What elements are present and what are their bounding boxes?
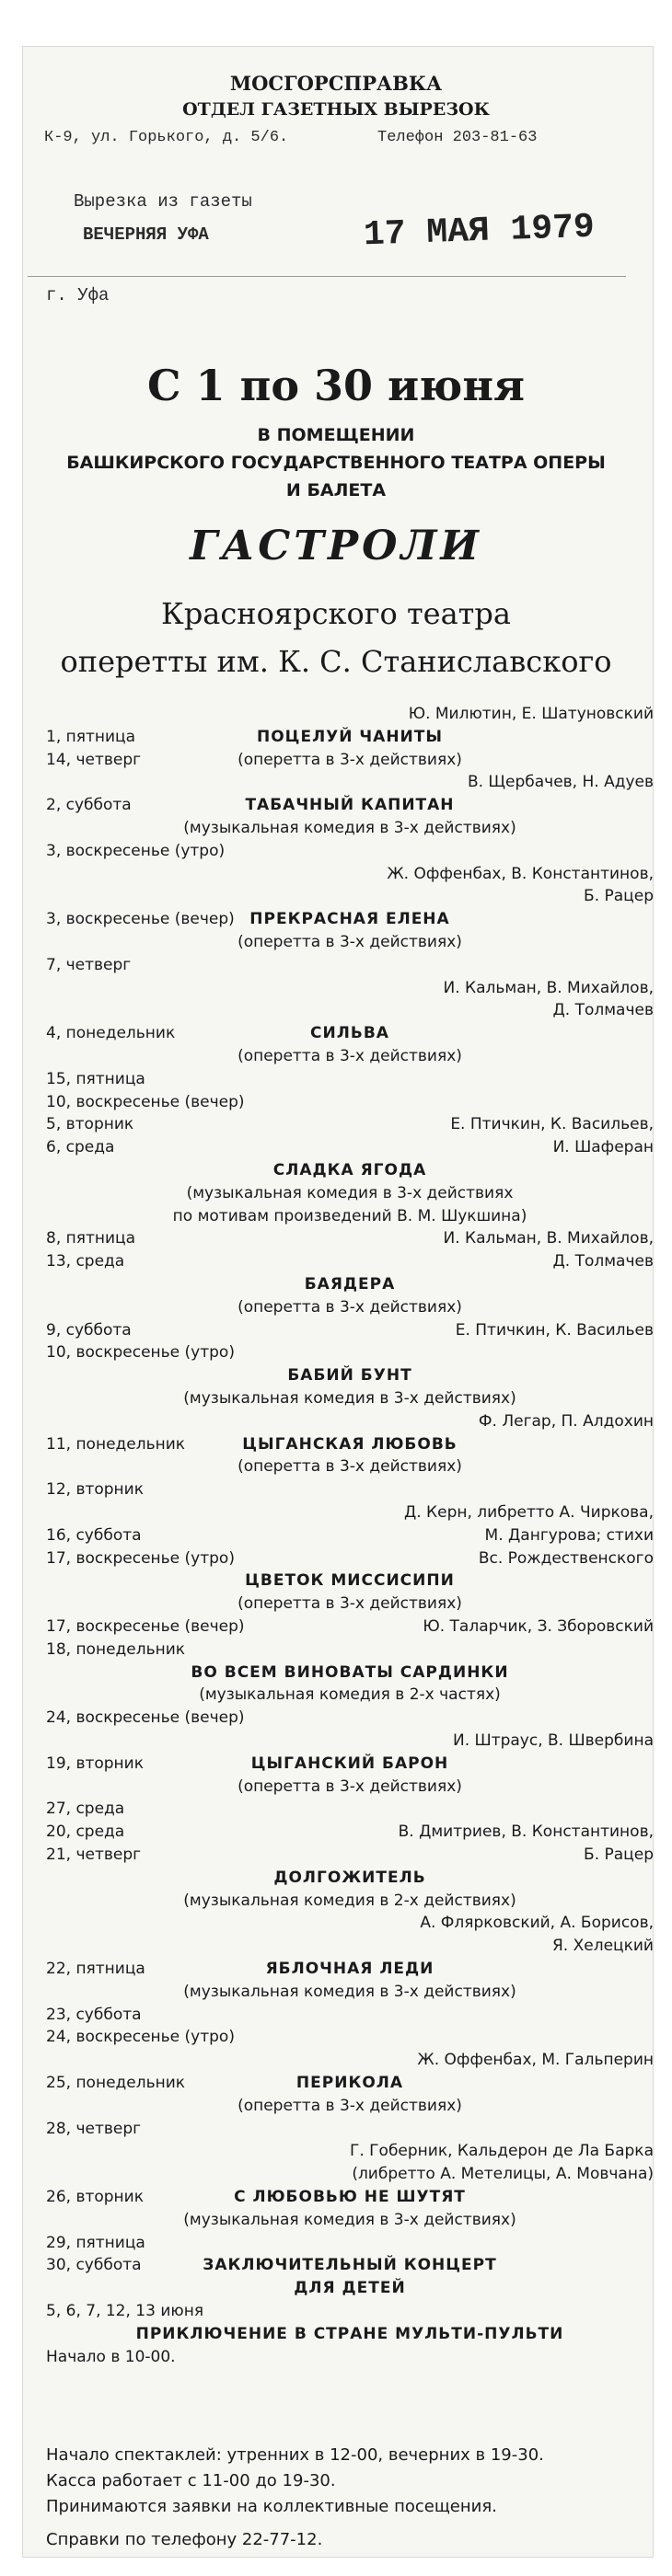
row-credits: Д. Керн, либретто А. Чиркова, [403,1503,654,1522]
schedule-row [46,2302,654,2324]
tour-heading: ГАСТРОЛИ [190,523,482,569]
schedule-row [46,842,654,864]
row-credits: Д. Толмачев [552,1001,654,1020]
row-date: 24, воскресенье (вечер) [46,1708,245,1728]
row-date: 6, среда [46,1138,115,1157]
schedule-row [46,1435,654,1457]
row-title: (оперетта в 3-х действиях) [238,2096,462,2115]
row-title: (оперетта в 3-х действиях) [238,1594,462,1614]
row-date: 27, среда [46,1800,125,1819]
schedule-row [46,2325,654,2347]
row-title: ДЛЯ ДЕТЕЙ [294,2279,406,2298]
row-date: 5, 6, 7, 12, 13 июня [46,2302,204,2320]
schedule-row [46,1298,654,1320]
row-title: (оперетта в 3-х действиях) [238,933,462,951]
row-date: 12, вторник [46,1480,144,1500]
footer-times: Начало спектаклей: утренних в 12-00, вечерних в 19-30. [46,2445,544,2465]
row-title: ЦЫГАНСКИЙ БАРОН [250,1754,449,1773]
schedule-row [46,1823,654,1845]
row-title: (музыкальная комедия в 2-х действиях) [183,1891,516,1910]
schedule-row [46,1663,654,1685]
schedule-row [46,1093,654,1115]
row-date: 1, пятница [46,727,136,746]
row-title: ПОЦЕЛУЙ ЧАНИТЫ [257,727,443,746]
row-title: (оперетта в 3-х действиях) [238,1047,462,1065]
schedule-row [46,2028,654,2050]
row-date: 16, суббота [46,1525,142,1545]
row-title: (оперетта в 3-х действиях) [238,1297,462,1317]
schedule-row [46,2211,654,2233]
schedule-row [46,1983,654,2005]
row-title: БАБИЙ БУНТ [287,1366,412,1386]
schedule-row [46,1777,654,1800]
row-date: 17, воскресенье (вечер) [46,1617,245,1636]
row-date: 2, суббота [46,796,132,815]
row-title: (музыкальная комедия в 3-х действиях [186,1183,514,1202]
schedule-row [46,1617,654,1639]
dates-heading: С 1 по 30 июня [147,361,525,410]
row-title: СИЛЬВА [310,1024,389,1043]
divider [28,276,626,277]
row-date: 30, суббота [46,2256,142,2275]
row-date: 10, воскресенье (утро) [46,1343,235,1363]
schedule-row [46,1343,654,1365]
schedule-row [46,1001,654,1023]
schedule-row [46,1549,654,1571]
schedule-row [46,2165,654,2187]
row-date: 5, вторник [46,1115,134,1134]
schedule-row [46,887,654,909]
schedule-row [46,1321,654,1343]
agency-phone: Телефон 203-81-63 [377,129,538,146]
schedule-row [46,1389,654,1411]
schedule-row [46,2256,654,2278]
schedule-row [46,1571,654,1593]
agency-department: ОТДЕЛ ГАЗЕТНЫХ ВЫРЕЗОК [182,99,490,120]
row-date: 15, пятница [46,1069,145,1088]
row-title: С ЛЮБОВЬЮ НЕ ШУТЯТ [234,2188,466,2206]
schedule-row [46,2279,654,2301]
row-date: 22, пятница [46,1960,145,1978]
footer-phone: Справки по телефону 22-77-12. [46,2530,323,2549]
row-date: 29, пятница [46,2233,145,2252]
row-title: (музыкальная комедия в 3-х действиях) [183,1389,516,1408]
row-title: БАЯДЕРА [304,1275,396,1294]
row-date: 17, воскресенье (утро) [46,1548,235,1568]
schedule-row [46,1800,654,1822]
schedule-row [46,1024,654,1046]
schedule-row [46,1754,654,1777]
schedule-row [46,1708,654,1731]
row-credits: Ю. Таларчик, З. Зборовский [423,1617,654,1636]
row-credits: Д. Толмачев [552,1252,654,1271]
row-title: по мотивам произведений В. М. Шукшина) [172,1206,527,1225]
row-credits: Б. Рацер [584,1846,654,1864]
row-credits: Г. Гоберник, Кальдерон де Ла Барка [350,2142,654,2161]
schedule-row [46,865,654,887]
schedule-row [46,1184,654,1206]
row-credits: (либретто А. Метелицы, А. Мовчана) [352,2165,654,2184]
schedule-row [46,728,654,750]
row-date: 26, вторник [46,2188,144,2206]
row-title: ЦЫГАНСКАЯ ЛЮБОВЬ [242,1434,458,1454]
schedule-row [46,933,654,955]
venue-line-3: И БАЛЕТА [285,480,387,500]
row-title: (музыкальная комедия в 3-х действиях) [183,819,516,837]
schedule-row [46,1275,654,1297]
schedule-row [46,705,654,727]
schedule-row [46,1138,654,1160]
schedule-row [46,2006,654,2028]
row-date: 25, понедельник [46,2074,186,2092]
schedule-row [46,956,654,978]
row-date: 4, понедельник [46,1024,176,1043]
row-date: 10, воскресенье (вечер) [46,1092,245,1111]
row-date: Начало в 10-00. [46,2347,176,2366]
schedule-row [46,2120,654,2142]
venue-line-2: БАШКИРСКОГО ГОСУДАРСТВЕННОГО ТЕАТРА ОПЕРЫ [66,453,606,473]
row-credits: М. Дангурова; стихи [484,1525,654,1545]
row-date: 18, понедельник [46,1639,186,1659]
row-title: ПРИКЛЮЧЕНИЕ В СТРАНЕ МУЛЬТИ-ПУЛЬТИ [135,2324,564,2343]
schedule-row [46,1229,654,1251]
venue-line-1: В ПОМЕЩЕНИИ [257,425,415,445]
row-date: 28, четверг [46,2119,142,2138]
schedule-row [46,751,654,773]
schedule-row [46,1869,654,1891]
schedule-row [46,2097,654,2119]
row-credits: И. Шаферан [552,1138,654,1157]
row-credits: Ф. Легар, П. Алдохин [478,1411,654,1431]
row-date: 19, вторник [46,1754,144,1773]
row-credits: Вс. Рождественского [478,1548,654,1568]
theatre-line-2: оперетты им. К. С. Станиславского [60,644,612,679]
row-title: (оперетта в 3-х действиях) [238,750,462,769]
row-credits: А. Флярковский, А. Борисов, [420,1914,654,1933]
row-date: 14, четверг [46,750,142,769]
schedule-row [46,2142,654,2164]
city-label: г. Уфа [46,285,110,305]
schedule-row [46,1937,654,1959]
theatre-line-1: Красноярского театра [161,596,511,631]
schedule-row [46,1685,654,1708]
schedule-row [46,1914,654,1936]
row-date: 23, суббота [46,2005,142,2024]
row-date: 20, среда [46,1823,125,1842]
row-credits: Ж. Оффенбах, В. Константинов, [387,864,654,883]
schedule-row [46,773,654,795]
row-credits: Б. Рацер [584,887,654,906]
footer-group-orders: Принимаются заявки на коллективные посещения. [46,2497,497,2516]
row-credits: И. Кальман, В. Михайлов, [443,1229,654,1248]
schedule-row [46,1366,654,1388]
newspaper-name: ВЕЧЕРНЯЯ УФА [83,224,209,245]
date-stamp: 17 МАЯ 1979 [363,207,596,256]
schedule-row [46,2234,654,2256]
schedule-row [46,1640,654,1662]
row-date: 3, воскресенье (вечер) [46,910,235,929]
row-date: 9, суббота [46,1320,132,1340]
clip-label: Вырезка из газеты [74,191,252,212]
row-title: ЗАКЛЮЧИТЕЛЬНЫЙ КОНЦЕРТ [203,2256,497,2275]
row-title: (оперетта в 3-х действиях) [238,1457,462,1477]
row-date: 8, пятница [46,1229,136,1248]
agency-address: К-9, ул. Горького, д. 5/6. [44,129,289,146]
schedule-row [46,1846,654,1868]
schedule-row [46,1047,654,1069]
row-credits: В. Щербачев, Н. Адуев [467,773,654,792]
row-credits: В. Дмитриев, В. Константинов, [398,1823,654,1842]
agency-name: МОСГОРСПРАВКА [229,72,443,95]
schedule-row [46,1207,654,1229]
schedule-row [46,796,654,818]
schedule-row [46,1594,654,1616]
schedule-row [46,2051,654,2073]
schedule-row [46,2188,654,2210]
row-credits: Е. Птичкин, К. Васильев, [450,1115,654,1134]
schedule-row [46,1731,654,1754]
row-date: 21, четверг [46,1846,142,1864]
footer-box-office: Касса работает с 11-00 до 19-30. [46,2471,336,2490]
row-date: 24, воскресенье (утро) [46,2028,235,2047]
row-title: ЦВЕТОК МИССИСИПИ [245,1571,455,1591]
schedule-row [46,1503,654,1525]
row-title: (музыкальная комедия в 2-х частях) [199,1685,501,1705]
schedule-row [46,1960,654,1982]
row-credits: Я. Хелецкий [552,1937,654,1956]
row-title: ДОЛГОЖИТЕЛЬ [273,1868,426,1887]
row-date: 13, среда [46,1252,125,1271]
row-title: ЯБЛОЧНАЯ ЛЕДИ [265,1960,434,1978]
schedule-row [46,910,654,932]
schedule-row [46,819,654,841]
schedule-row [46,1252,654,1274]
row-title: ПРЕКРАСНАЯ ЕЛЕНА [249,910,450,929]
row-title: (музыкальная комедия в 3-х действиях) [183,2210,516,2229]
row-date: 3, воскресенье (утро) [46,841,226,860]
row-credits: И. Кальман, В. Михайлов, [443,978,654,997]
row-title: СЛАДКА ЯГОДА [272,1161,427,1179]
row-title: ПЕРИКОЛА [295,2074,404,2092]
schedule-row [46,1526,654,1548]
schedule-row [46,1115,654,1137]
row-date: 11, понедельник [46,1434,186,1454]
row-date: 7, четверг [46,955,132,974]
schedule-row [46,979,654,1001]
row-credits: Е. Птичкин, К. Васильев [455,1320,654,1340]
schedule-row [46,2074,654,2096]
schedule-row [46,1457,654,1479]
schedule-row [46,1412,654,1434]
row-title: (музыкальная комедия в 3-х действиях) [183,1982,516,2001]
schedule-row [46,1480,654,1502]
row-title: ТАБАЧНЫЙ КАПИТАН [245,796,455,815]
row-title: (оперетта в 3-х действиях) [238,1777,462,1796]
row-title: ВО ВСЕМ ВИНОВАТЫ САРДИНКИ [191,1662,509,1682]
row-credits: Ю. Милютин, Е. Шатуновский [408,705,654,723]
schedule-row [46,1070,654,1092]
schedule-row [46,1892,654,1914]
schedule-row [46,1161,654,1183]
row-credits: Ж. Оффенбах, М. Гальперин [417,2051,654,2070]
schedule-row [46,2348,654,2370]
row-credits: И. Штраус, В. Швербина [452,1731,654,1750]
